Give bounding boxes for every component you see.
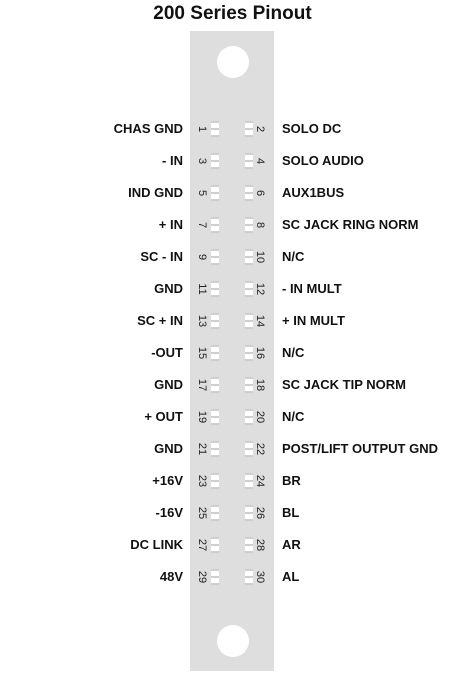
pin-left-number: 9 [196,253,208,261]
diagram-title: 200 Series Pinout [153,3,312,24]
pin-right-label: AUX1BUS [282,185,345,200]
pin-left-pad [211,313,219,329]
pin-right-pad [245,409,253,425]
pin-right-number: 4 [254,157,266,165]
pin-right-number: 14 [254,314,266,328]
pin-right-pad [245,473,253,489]
pin-left-pad [211,569,219,585]
pin-row [0,305,465,337]
pin-right-number: 6 [254,189,266,197]
pin-right-number: 20 [254,410,266,424]
pin-right-label: SC JACK TIP NORM [282,377,406,392]
pin-right-label: BR [282,473,301,488]
pin-right-label: N/C [282,345,305,360]
pin-right-label: AR [282,537,301,552]
pin-right-number: 26 [254,506,266,520]
pin-left-number: 3 [196,157,208,165]
pin-right-number: 30 [254,570,266,584]
pin-row [0,113,465,145]
pin-left-number: 1 [196,125,208,133]
pin-left-label: SC + IN [137,313,183,328]
pin-right-pad [245,217,253,233]
pin-left-number: 17 [196,378,208,392]
pin-right-pad [245,441,253,457]
pin-right-number: 28 [254,538,266,552]
pin-row [0,273,465,305]
pin-left-number: 11 [196,283,208,295]
pin-left-pad [211,121,219,137]
pin-left-pad [211,409,219,425]
pin-right-number: 10 [254,250,266,264]
pin-right-label: SOLO AUDIO [282,153,364,168]
pin-row [0,145,465,177]
pin-left-label: SC - IN [140,249,183,264]
pin-right-pad [245,281,253,297]
pin-left-label: GND [154,441,183,456]
pin-row [0,337,465,369]
pin-row [0,497,465,529]
pin-right-label: N/C [282,409,305,424]
pin-row [0,401,465,433]
pin-right-pad [245,249,253,265]
pin-right-number: 18 [254,378,266,392]
pin-left-label: -OUT [151,345,183,360]
pin-left-number: 25 [196,506,208,520]
pin-left-number: 29 [196,570,208,584]
pin-left-number: 7 [196,221,208,229]
pin-row [0,465,465,497]
pin-right-pad [245,153,253,169]
pin-left-pad [211,377,219,393]
pin-right-pad [245,185,253,201]
pin-left-pad [211,153,219,169]
pin-right-label: AL [282,569,300,584]
pin-right-label: SOLO DC [282,121,342,136]
pin-row [0,529,465,561]
pin-right-label: - IN MULT [282,281,342,296]
pin-left-pad [211,505,219,521]
pin-left-number: 15 [196,346,208,360]
pin-right-pad [245,313,253,329]
pin-left-pad [211,345,219,361]
pin-right-pad [245,505,253,521]
pin-left-number: 19 [196,410,208,424]
pin-left-label: GND [154,281,183,296]
pin-right-pad [245,345,253,361]
pin-row [0,241,465,273]
pin-left-number: 13 [196,314,208,328]
pin-left-label: GND [154,377,183,392]
pin-right-label: SC JACK RING NORM [282,217,419,232]
pin-left-pad [211,537,219,553]
pin-left-label: 48V [159,569,183,584]
pin-left-pad [211,473,219,489]
mounting-hole-top [217,46,249,78]
pin-right-label: POST/LIFT OUTPUT GND [282,441,438,456]
pin-left-label: - IN [162,153,183,168]
pin-right-label: N/C [282,249,305,264]
pin-left-label: CHAS GND [113,121,183,136]
pin-left-pad [211,185,219,201]
pin-row [0,561,465,593]
pin-right-label: BL [282,505,300,520]
pin-left-label: + IN [158,217,183,232]
mounting-hole-bottom [217,625,249,657]
pin-left-label: +16V [152,473,183,488]
pin-row [0,433,465,465]
pin-left-pad [211,249,219,265]
pin-right-pad [245,537,253,553]
pin-left-pad [211,217,219,233]
pin-row [0,209,465,241]
pin-right-pad [245,377,253,393]
pin-right-number: 2 [254,125,266,133]
pin-left-number: 5 [196,189,208,197]
pin-left-number: 21 [196,442,208,456]
pin-row [0,369,465,401]
pin-left-label: + OUT [144,409,183,424]
pin-left-label: DC LINK [130,537,183,552]
pin-right-number: 24 [254,474,266,488]
pin-right-number: 12 [254,282,266,296]
pin-left-label: IND GND [128,185,183,200]
pin-left-pad [211,281,219,297]
pin-right-pad [245,121,253,137]
pin-left-label: -16V [155,505,183,520]
pin-right-pad [245,569,253,585]
pin-left-number: 23 [196,474,208,488]
pin-right-number: 16 [254,346,266,360]
pin-row [0,177,465,209]
pin-right-number: 22 [254,442,266,456]
pin-left-number: 27 [196,538,208,552]
pin-left-pad [211,441,219,457]
pin-right-number: 8 [254,221,266,229]
pin-right-label: + IN MULT [282,313,345,328]
